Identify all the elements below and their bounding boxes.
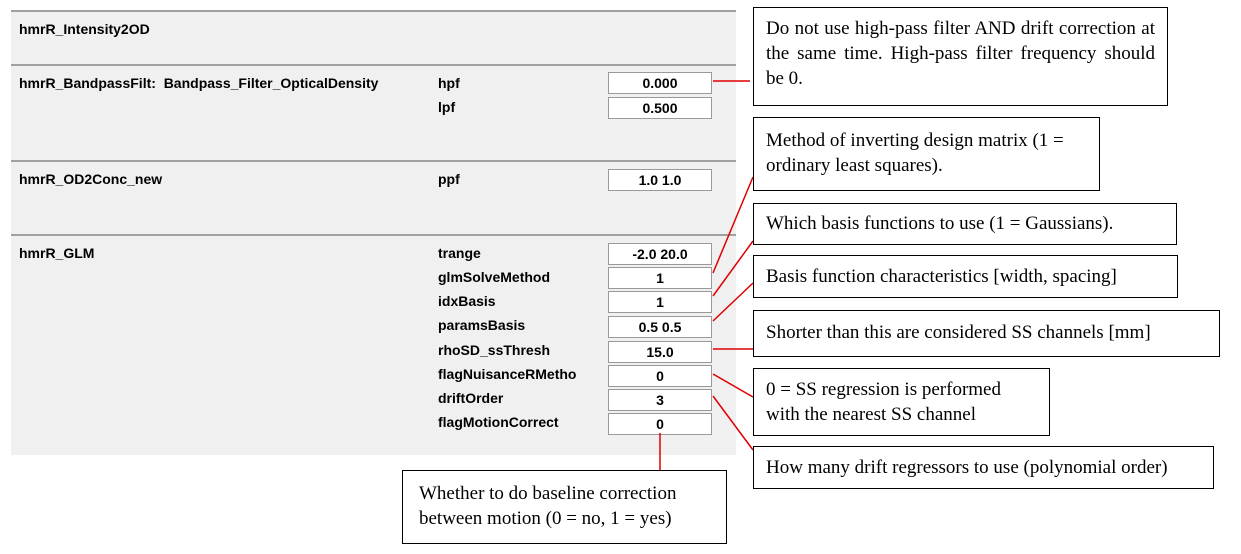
note-nuisance: 0 = SS regression is performed with the nearest SS channel <box>753 368 1050 436</box>
panel-bandpass-filt <box>11 64 736 160</box>
panel-intensity2od <box>11 10 736 64</box>
panel-glm <box>11 234 736 455</box>
flagnuisancermetho-input[interactable]: 0 <box>608 365 712 387</box>
param-label-glmsolvemethod: glmSolveMethod <box>438 269 551 285</box>
param-label-flagmotioncorrect: flagMotionCorrect <box>438 414 559 430</box>
idxbasis-input[interactable]: 1 <box>608 291 712 313</box>
param-label-lpf: lpf <box>438 99 456 115</box>
param-label-rhosd-ssthresh: rhoSD_ssThresh <box>438 342 551 358</box>
note-glm-solve-method: Method of inverting design matrix (1 = ordinary least squares). <box>753 117 1100 191</box>
function-name: hmrR_Intensity2OD <box>19 21 150 37</box>
param-label-driftorder: driftOrder <box>438 390 504 406</box>
note-motion-correct: Whether to do baseline correction between motion (0 = no, 1 = yes) <box>402 470 727 544</box>
note-idx-basis: Which basis functions to use (1 = Gaussians). <box>753 203 1177 245</box>
paramsbasis-input[interactable]: 0.5 0.5 <box>608 316 712 338</box>
rhosd-ssthresh-input[interactable]: 15.0 <box>608 341 712 363</box>
note-params-basis: Basis function characteristics [width, spacing] <box>753 255 1178 298</box>
driftorder-input[interactable]: 3 <box>608 389 712 411</box>
function-name: hmrR_BandpassFilt: Bandpass_Filter_OpticalDensity <box>19 75 379 91</box>
param-label-idxbasis: idxBasis <box>438 293 496 309</box>
note-drift-order: How many drift regressors to use (polynomial order) <box>753 446 1214 489</box>
function-name: hmrR_OD2Conc_new <box>19 171 163 187</box>
lpf-input[interactable]: 0.500 <box>608 97 712 119</box>
trange-input[interactable]: -2.0 20.0 <box>608 243 712 265</box>
param-label-hpf: hpf <box>438 75 460 91</box>
flagmotioncorrect-input[interactable]: 0 <box>608 413 712 435</box>
panel-od2conc <box>11 160 736 234</box>
ppf-input[interactable]: 1.0 1.0 <box>608 169 712 191</box>
note-rho-sd: Shorter than this are considered SS channels [mm] <box>753 310 1220 357</box>
param-label-paramsbasis: paramsBasis <box>438 317 526 333</box>
param-label-trange: trange <box>438 245 481 261</box>
function-name: hmrR_GLM <box>19 245 95 261</box>
note-hpf: Do not use high-pass filter AND drift correction at the same time. High-pass filter frequency should be 0. <box>753 7 1168 106</box>
param-label-flagnuisancermetho: flagNuisanceRMetho <box>438 366 577 382</box>
hpf-input[interactable]: 0.000 <box>608 72 712 94</box>
glmsolvemethod-input[interactable]: 1 <box>608 267 712 289</box>
param-label-ppf: ppf <box>438 171 460 187</box>
